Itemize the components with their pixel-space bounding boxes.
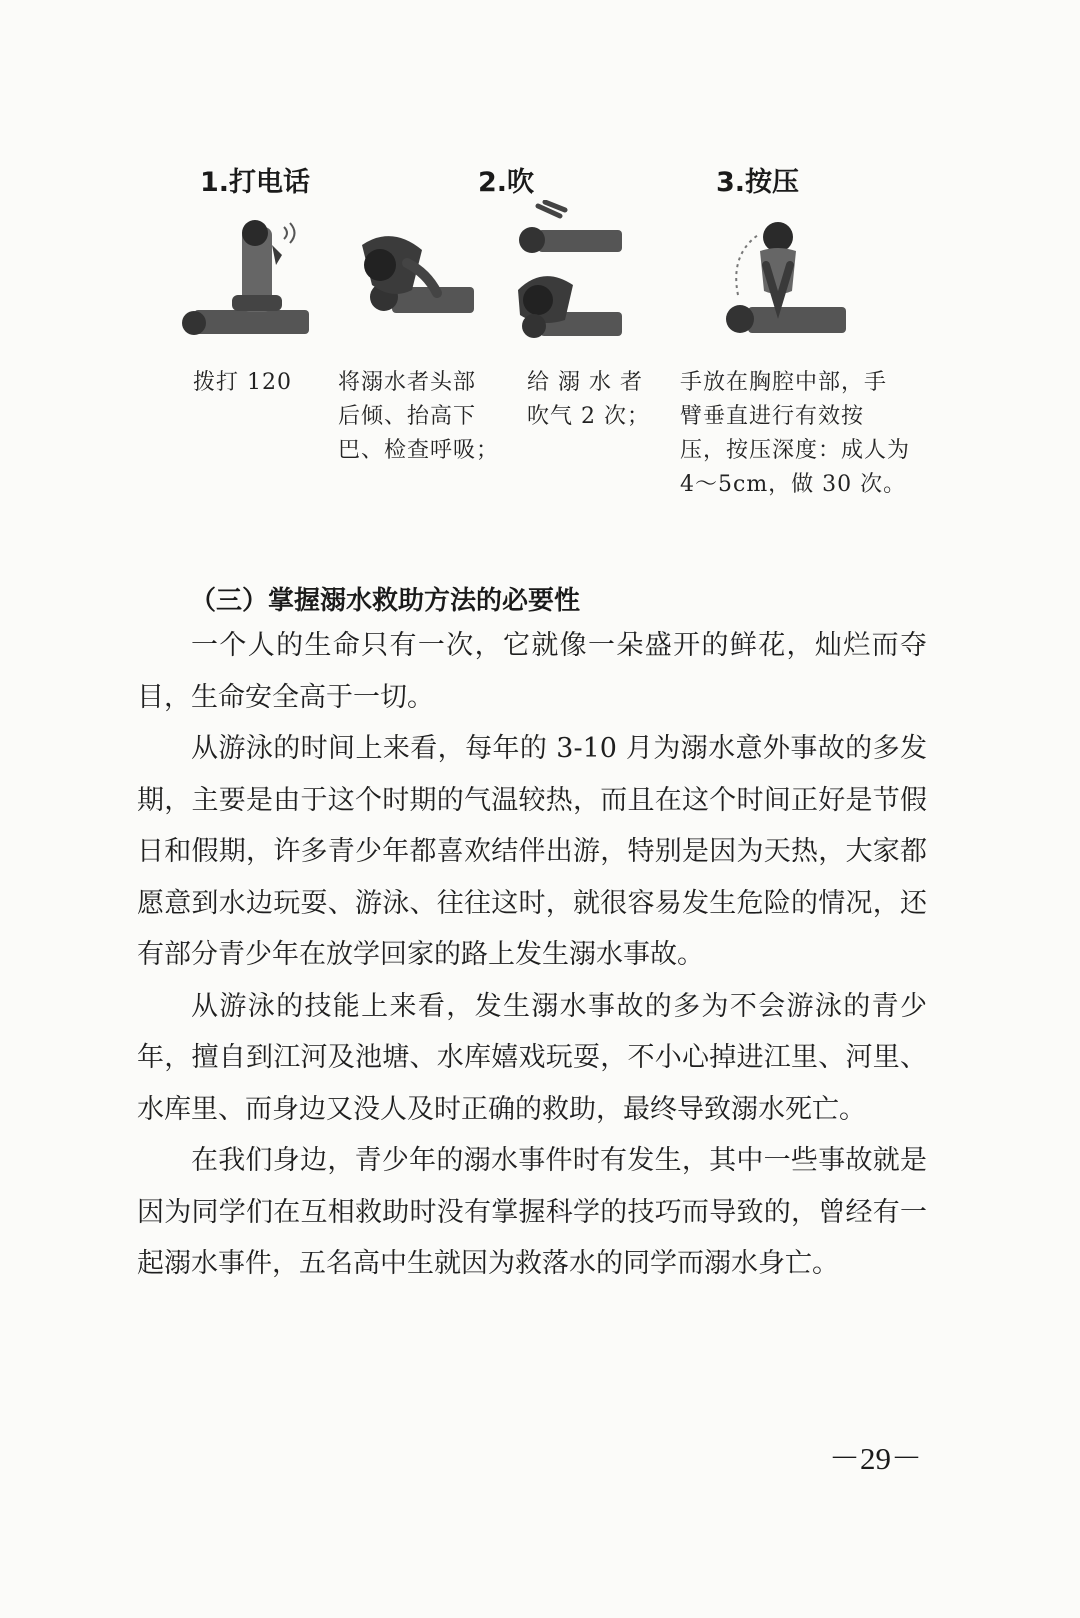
step-3-title: 3.按压 [716, 167, 800, 198]
paragraph-2: 从游泳的时间上来看，每年的 3-10 月为溺水意外事故的多发期，主要是由于这个时期的气温较热，而且在这个时间正好是节假日和假期，许多青少年都喜欢结伴出游，特别是因为天热，大家都愿意到水边玩耍、游泳、往往这时，就很容易发生危险的情况，还有部分青少年在放学回家的路上发生溺水事故。 [137, 733, 927, 970]
paragraph-4: 在我们身边，青少年的溺水事件时有发生，其中一些事故就是因为同学们在互相救助时没有掌握科学的技巧而导致的，曾经有一起溺水事件，五名高中生就因为救落水的同学而溺水身亡。 [137, 1145, 927, 1279]
step-2-title: 2.吹 [478, 167, 535, 198]
step-2-caption-head-tilt: 将溺水者头部 后倾、抬高下 巴、检查呼吸； [338, 370, 500, 463]
step-2-caption-breaths: 给 溺 水 者 吹气 2 次； [527, 370, 650, 429]
step-3-caption: 手放在胸腔中部，手 臂垂直进行有效按 压，按压深度：成人为 4～5cm，做 30 次。 [680, 370, 911, 497]
body-text [137, 620, 927, 1290]
chest-compression-illustration [708, 215, 848, 345]
section-heading: （三）掌握溺水救助方法的必要性 [190, 586, 581, 616]
paragraph-3: 从游泳的技能上来看，发生溺水事故的多为不会游泳的青少年，擅自到江河及池塘、水库嬉戏玩耍，不小心掉进江里、河里、水库里、而身边又没人及时正确的救助，最终导致溺水死亡。 [137, 990, 927, 1125]
calling-illustration [172, 215, 312, 345]
paragraph-1: 一个人的生命只有一次，它就像一朵盛开的鲜花，灿烂而夺目，生命安全高于一切。 [137, 630, 927, 713]
step-1-title: 1.打电话 [200, 167, 311, 198]
head-tilt-illustration [352, 225, 477, 335]
rescue-breath-illustration [510, 200, 625, 350]
page-number: －29－ [829, 1441, 922, 1476]
step-1-caption: 拨打 120 [193, 370, 292, 395]
